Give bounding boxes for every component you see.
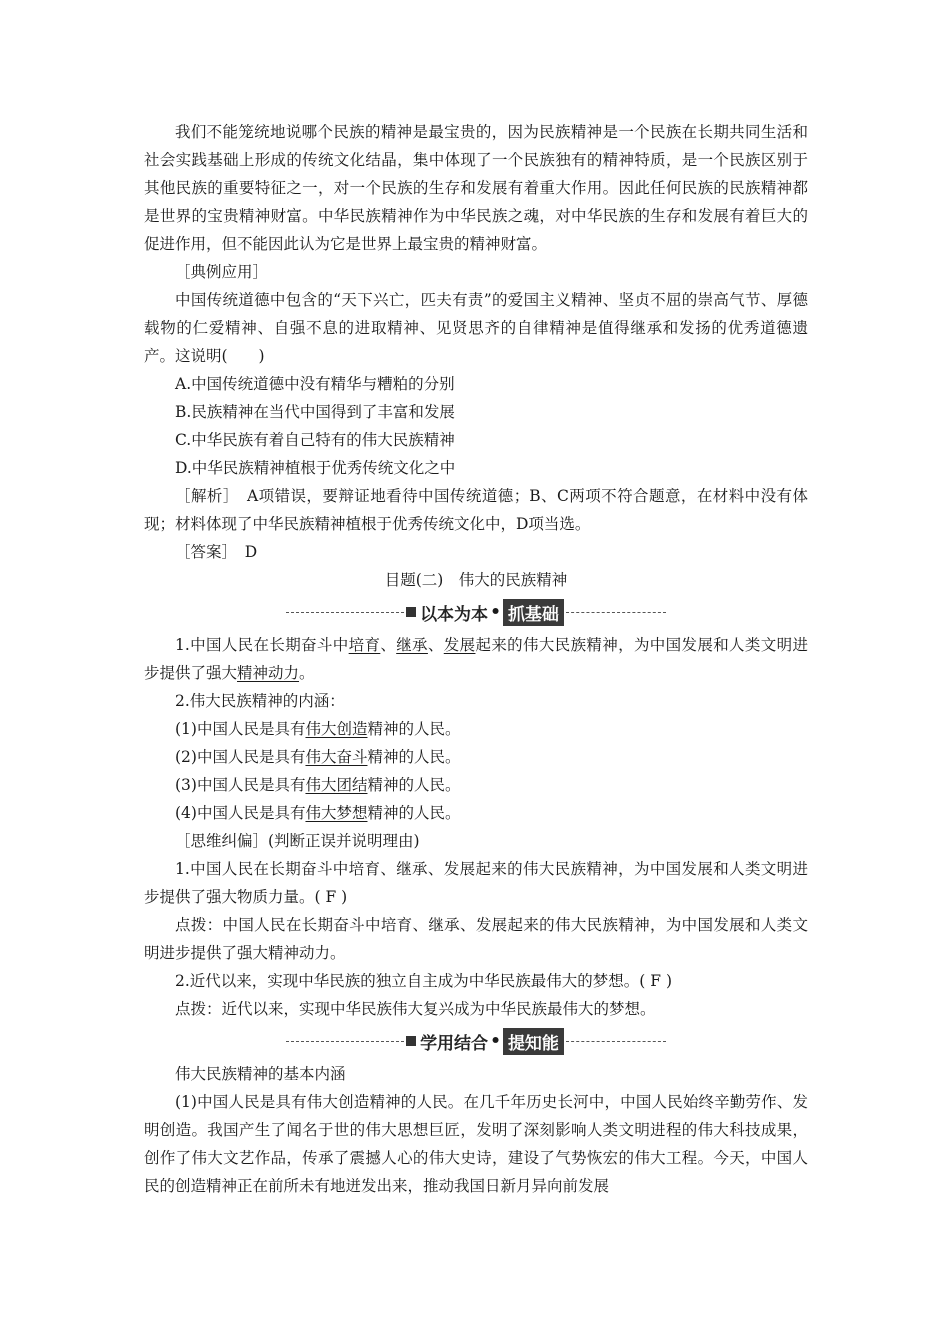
answer-text: ［答案］ D — [175, 543, 258, 561]
banner-box-label: 提知能 — [503, 1028, 564, 1055]
knowledge-item-4: (4)中国人民是具有伟大梦想精神的人民。 — [175, 804, 461, 822]
section-title: 目题(二) 伟大的民族精神 — [384, 571, 568, 589]
knowledge-item-1: (1)中国人民是具有伟大创造精神的人民。 — [175, 720, 461, 738]
underlined-term: 伟大梦想 — [305, 804, 368, 822]
document-page — [144, 118, 808, 1200]
final-paragraph: (1)中国人民是具有伟大创造精神的人民。在几千年历史长河中，中国人民始终辛勤劳作、发明创造。我国产生了闻名于世的伟大思想巨匠，发明了深刻影响人类文明进程的伟大科技成果，创作了伟大文艺作品，传承了震撼人心的伟大史诗，建设了气势恢宏的伟大工程。今天，中国人民的创造精神正在前所未有地迸发出来，推动我国日新月异向前发展 — [144, 1093, 808, 1195]
square-bullet-icon — [406, 607, 416, 617]
section-banner-application — [144, 1024, 808, 1058]
underlined-term: 发展 — [443, 636, 476, 654]
underlined-term: 精神动力 — [237, 664, 300, 682]
banner-dot: • — [490, 1031, 501, 1051]
banner-box-label: 抓基础 — [503, 599, 564, 626]
underlined-term: 继承 — [396, 636, 428, 654]
knowledge-item-3: (3)中国人民是具有伟大团结精神的人民。 — [175, 776, 461, 794]
banner-dash-right — [566, 612, 666, 613]
option-a: A.中国传统道德中没有精华与糟粕的分别 — [175, 375, 455, 393]
underlined-term: 伟大团结 — [305, 776, 368, 794]
think-item-2: 2.近代以来，实现中华民族的独立自主成为中华民族最伟大的梦想。( F ) — [175, 972, 672, 990]
underlined-term: 伟大创造 — [305, 720, 368, 738]
think-tip-1: 点拨：中国人民在长期奋斗中培育、继承、发展起来的伟大民族精神，为中国发展和人类文明进步提供了强大精神动力。 — [144, 916, 808, 962]
banner-text: 以本为本 — [420, 604, 489, 625]
knowledge-point-1: 1.中国人民在长期奋斗中培育、继承、发展起来的伟大民族精神，为中国发展和人类文明进步提供了强大精神动力。 — [144, 636, 808, 682]
analysis-text: ［解析］ A项错误，要辩证地看待中国传统道德；B、C两项不符合题意，在材料中没有体现；材料体现了中华民族精神植根于优秀传统文化中，D项当选。 — [144, 487, 808, 533]
question-text: 中国传统道德中包含的“天下兴亡，匹夫有责”的爱国主义精神、坚贞不屈的崇高气节、厚德载物的仁爱精神、自强不息的进取精神、见贤思齐的自律精神是值得继承和发扬的优秀道德遗产。这说明( ) — [144, 291, 808, 365]
example-label: ［典例应用］ — [175, 263, 269, 281]
knowledge-item-2: (2)中国人民是具有伟大奋斗精神的人民。 — [175, 748, 461, 766]
knowledge-point-2: 2.伟大民族精神的内涵： — [175, 692, 345, 710]
option-d: D.中华民族精神植根于优秀传统文化之中 — [175, 459, 456, 477]
banner-dash-left — [286, 1041, 404, 1042]
banner-text: 学用结合 — [420, 1033, 489, 1054]
banner-dash-left — [286, 612, 404, 613]
think-tip-2: 点拨：近代以来，实现中华民族伟大复兴成为中华民族最伟大的梦想。 — [175, 1000, 656, 1018]
think-item-1: 1.中国人民在长期奋斗中培育、继承、发展起来的伟大民族精神，为中国发展和人类文明进步提供了强大物质力量。( F ) — [144, 860, 808, 906]
think-label: ［思维纠偏］(判断正误并说明理由) — [175, 832, 420, 850]
option-b: B.民族精神在当代中国得到了丰富和发展 — [175, 403, 455, 421]
option-c: C.中华民族有着自己特有的伟大民族精神 — [175, 431, 455, 449]
underlined-term: 培育 — [348, 636, 381, 654]
intro-paragraph: 我们不能笼统地说哪个民族的精神是最宝贵的，因为民族精神是一个民族在长期共同生活和社会实践基础上形成的传统文化结晶，集中体现了一个民族独有的精神特质，是一个民族区别于其他民族的重要特征之一，对一个民族的生存和发展有着重大作用。因此任何民族的民族精神都是世界的宝贵精神财富。中华民族精神作为中华民族之魂，对中华民族的生存和发展有着巨大的促进作用，但不能因此认为它是世界上最宝贵的精神财富。 — [144, 123, 808, 253]
final-title: 伟大民族精神的基本内涵 — [175, 1065, 346, 1083]
underlined-term: 伟大奋斗 — [305, 748, 368, 766]
section-banner-basics — [144, 595, 808, 629]
banner-dot: • — [490, 602, 501, 622]
square-bullet-icon — [406, 1036, 416, 1046]
banner-dash-right — [566, 1041, 666, 1042]
